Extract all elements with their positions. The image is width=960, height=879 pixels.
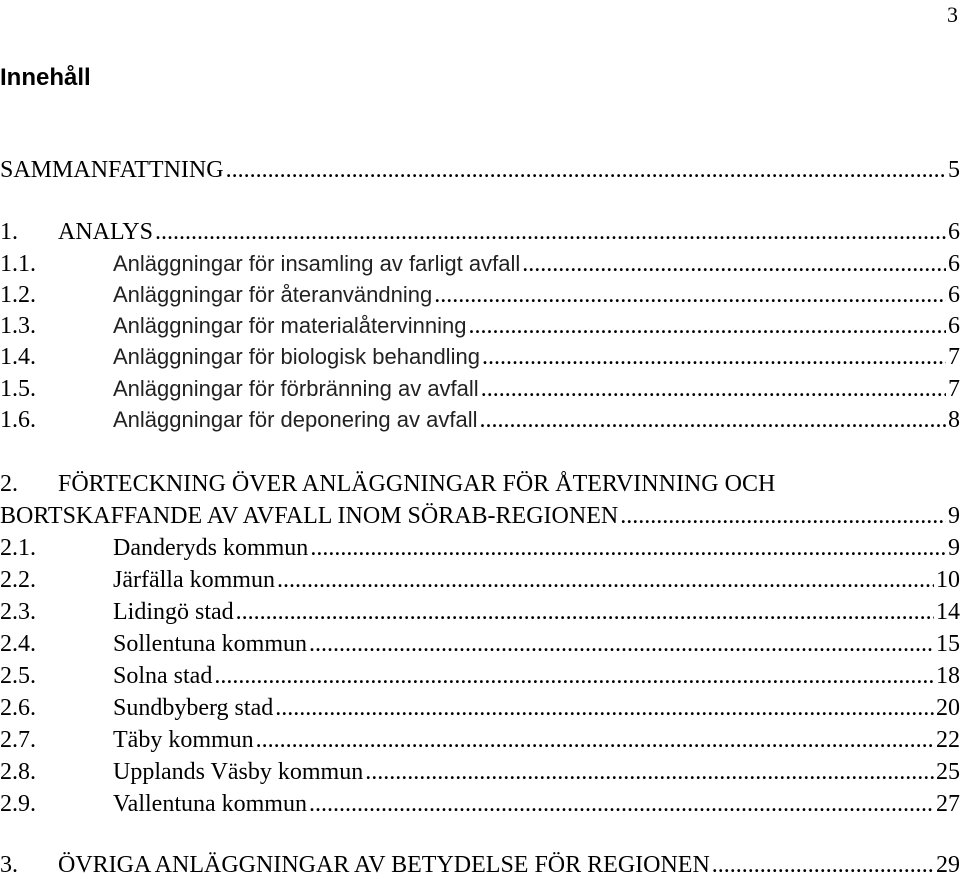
dot-leader: [468, 312, 946, 340]
toc-entry-1-6[interactable]: [0, 406, 960, 434]
toc-entry-title: Sundbyberg stad: [113, 695, 274, 721]
toc-entry-number: 2.4.: [0, 631, 36, 657]
toc-entry-page: 14: [936, 599, 960, 625]
toc-entry-1-4[interactable]: [0, 343, 960, 371]
toc-entry-page: 9: [948, 535, 960, 561]
toc-entry-page: 5: [948, 157, 960, 183]
toc-entry-page: 29: [936, 852, 960, 878]
toc-entry-page: 6: [948, 219, 960, 245]
toc-entry-2-2[interactable]: [0, 566, 960, 594]
toc-entry-title: Anläggningar för insamling av farligt avfall: [113, 251, 521, 276]
toc-entry-page: 18: [936, 663, 960, 689]
toc-entry-number: 2.7.: [0, 727, 36, 753]
dot-leader: [236, 598, 934, 626]
toc-entry-page: 6: [948, 251, 960, 277]
dot-leader: [712, 851, 934, 879]
toc-entry-1-3[interactable]: [0, 312, 960, 340]
toc-entry-title: Solna stad: [113, 663, 213, 689]
toc-heading: Innehåll: [0, 64, 91, 91]
dot-leader: [309, 630, 934, 658]
toc-entry-number: 1.5.: [0, 376, 36, 402]
toc-entry-section-2-line2[interactable]: [0, 502, 960, 530]
toc-entry-title: Täby kommun: [113, 727, 254, 753]
toc-entry-title: Anläggningar för biologisk behandling: [113, 344, 480, 369]
dot-leader: [620, 502, 946, 530]
toc-entry-2-7[interactable]: [0, 726, 960, 754]
toc-entry-page: 25: [936, 759, 960, 785]
toc-entry-1-1[interactable]: [0, 250, 960, 278]
toc-entry-title: ÖVRIGA ANLÄGGNINGAR AV BETYDELSE FÖR REGIONEN: [58, 852, 710, 878]
toc-entry-page: 6: [948, 313, 960, 339]
toc-entry-page: 10: [936, 567, 960, 593]
toc-entry-number: 1.6.: [0, 407, 36, 433]
page-number: 3: [947, 2, 958, 27]
toc-entry-2-3[interactable]: [0, 598, 960, 626]
dot-leader: [310, 534, 946, 562]
toc-entry-2-9[interactable]: [0, 790, 960, 818]
toc-entry-page: 20: [936, 695, 960, 721]
toc-entry-title-continued: BORTSKAFFANDE AV AVFALL INOM SÖRAB-REGIONEN: [0, 503, 619, 529]
dot-leader: [434, 281, 946, 309]
toc-entry-title: ANALYS: [58, 219, 153, 245]
dot-leader: [275, 694, 934, 722]
dot-leader: [482, 343, 946, 371]
toc-entry-number: 1.4.: [0, 344, 36, 370]
toc-entry-title: Lidingö stad: [113, 599, 234, 625]
toc-entry-number: 2.1.: [0, 535, 36, 561]
dot-leader: [481, 375, 946, 403]
toc-entry-title: Anläggningar för materialåtervinning: [113, 313, 467, 338]
dot-leader: [277, 566, 934, 594]
toc-entry-title: Anläggningar för förbränning av avfall: [113, 376, 479, 401]
toc-entry-number: 2.2.: [0, 567, 36, 593]
toc-entry-page: 9: [948, 503, 960, 529]
toc-entry-number: 2.: [0, 471, 18, 497]
toc-entry-1-2[interactable]: [0, 281, 960, 309]
toc-entry-title: FÖRTECKNING ÖVER ANLÄGGNINGAR FÖR ÅTERVINNING OCH: [58, 471, 776, 497]
dot-leader: [522, 250, 946, 278]
toc-entry-page: 8: [948, 407, 960, 433]
toc-entry-page: 15: [936, 631, 960, 657]
toc-entry-title: Vallentuna kommun: [113, 791, 307, 817]
toc-entry-page: 7: [948, 344, 960, 370]
toc-entry-1-5[interactable]: [0, 375, 960, 403]
toc-entry-page: 7: [948, 376, 960, 402]
toc-entry-title: Danderyds kommun: [113, 535, 309, 561]
toc-entry-number: 2.6.: [0, 695, 36, 721]
toc-entry-title: Anläggningar för återanvändning: [113, 282, 433, 307]
toc-entry-summary[interactable]: [0, 156, 960, 184]
toc-entry-page: 6: [948, 282, 960, 308]
toc-entry-title: Järfälla kommun: [113, 567, 275, 593]
toc-entry-title: Anläggningar för deponering av avfall: [113, 407, 478, 432]
toc-entry-number: 2.8.: [0, 759, 36, 785]
toc-entry-title: Upplands Väsby kommun: [113, 759, 364, 785]
toc-entry-number: 1.3.: [0, 313, 36, 339]
toc-entry-section-3[interactable]: [0, 851, 960, 879]
dot-leader: [309, 790, 934, 818]
toc-entry-title: SAMMANFATTNING: [0, 157, 224, 183]
toc-entry-2-6[interactable]: [0, 694, 960, 722]
toc-entry-title: Sollentuna kommun: [113, 631, 307, 657]
toc-entry-page: 22: [936, 727, 960, 753]
dot-leader: [479, 406, 946, 434]
toc-entry-number: 1.2.: [0, 282, 36, 308]
toc-entry-2-5[interactable]: [0, 662, 960, 690]
toc-entry-section-2-line1[interactable]: [0, 470, 960, 498]
dot-leader: [155, 218, 946, 246]
toc-entry-2-1[interactable]: [0, 534, 960, 562]
toc-entry-number: 2.3.: [0, 599, 36, 625]
toc-entry-number: 1.: [0, 219, 18, 245]
toc-entry-number: 2.5.: [0, 663, 36, 689]
toc-entry-section-1[interactable]: [0, 218, 960, 246]
toc-entry-number: 3.: [0, 852, 18, 878]
dot-leader: [214, 662, 934, 690]
toc-entry-number: 1.1.: [0, 251, 36, 277]
toc-entry-2-4[interactable]: [0, 630, 960, 658]
dot-leader: [226, 156, 946, 184]
dot-leader: [256, 726, 934, 754]
toc-entry-number: 2.9.: [0, 791, 36, 817]
dot-leader: [365, 758, 934, 786]
toc-entry-page: 27: [936, 791, 960, 817]
toc-entry-2-8[interactable]: [0, 758, 960, 786]
